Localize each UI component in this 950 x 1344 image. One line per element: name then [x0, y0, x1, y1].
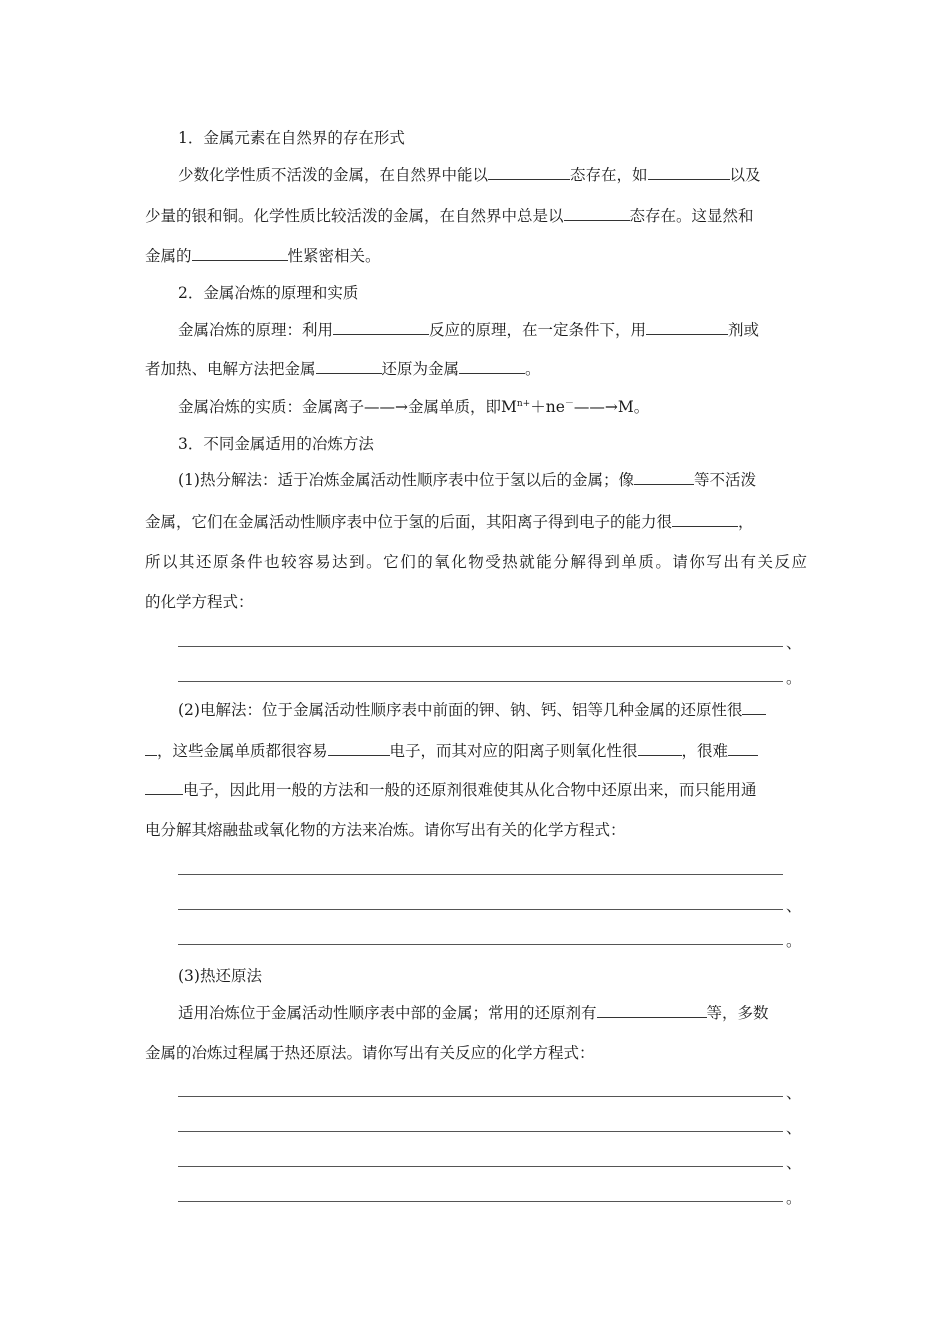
fill-blank[interactable]: [728, 741, 758, 756]
s3-p2-line-4: 电分解其熔融盐或氧化物的方法来冶炼。请你写出有关的化学方程式：: [145, 821, 626, 839]
fill-blank[interactable]: [145, 780, 183, 795]
s1-line-1: 少数化学性质不活泼的金属，在自然界中能以 态存在，如 以及: [178, 166, 761, 184]
s2-line-2: 者加热、电解方法把金属 还原为金属 。: [145, 360, 541, 378]
line-end-mark: 。: [786, 669, 802, 687]
fill-blank[interactable]: [145, 741, 157, 756]
s3-p3-heading: (3)热还原法: [178, 967, 262, 985]
fill-blank[interactable]: [634, 470, 694, 485]
fill-blank[interactable]: [742, 700, 766, 715]
s3-p3-line-2: 金属的冶炼过程属于热还原法。请你写出有关反应的化学方程式：: [145, 1044, 595, 1062]
fill-blank[interactable]: [459, 359, 525, 374]
answer-line[interactable]: [178, 874, 783, 875]
s3-p1-line-4: 的化学方程式：: [145, 593, 254, 611]
s3-p1-line-3: 所以其还原条件也较容易达到。它们的氧化物受热就能分解得到单质。请你写出有关反应: [145, 553, 807, 571]
s3-p2-line-3: 电子，因此用一般的方法和一般的还原剂很难使其从化合物中还原出来，而只能用通: [145, 780, 807, 800]
line-end-mark: 。: [786, 1189, 802, 1207]
fill-blank[interactable]: [648, 165, 730, 180]
fill-blank[interactable]: [638, 741, 682, 756]
section-1-heading: 1．金属元素在自然界的存在形式: [178, 129, 405, 147]
fill-blank[interactable]: [316, 359, 382, 374]
fill-blank[interactable]: [192, 246, 288, 261]
line-end-mark: 、: [786, 1119, 802, 1137]
answer-line[interactable]: [178, 1096, 783, 1097]
fill-blank[interactable]: [488, 165, 570, 180]
s3-p2-line-1: (2)电解法：位于金属活动性顺序表中前面的钾、钠、钙、铝等几种金属的还原性很: [178, 700, 766, 720]
line-end-mark: 。: [786, 932, 802, 950]
fill-blank[interactable]: [333, 320, 429, 335]
s3-p2-line-2: ，这些金属单质都很容易 电子，而其对应的阳离子则氧化性很 ，很难: [145, 741, 807, 761]
answer-line[interactable]: [178, 681, 783, 682]
s3-p3-line-1: 适用冶炼位于金属活动性顺序表中部的金属；常用的还原剂有 等，多数: [178, 1004, 769, 1022]
section-3-heading: 3．不同金属适用的冶炼方法: [178, 435, 374, 453]
line-end-mark: 、: [786, 897, 802, 915]
s2-essence: 金属冶炼的实质：金属离子——→金属单质，即$M^{n+}+ne^-——\to M$。: [178, 398, 650, 416]
fill-blank[interactable]: [672, 512, 738, 527]
s1-line-3: 金属的 性紧密相关。: [145, 247, 381, 265]
line-end-mark: 、: [786, 1084, 802, 1102]
answer-line[interactable]: [178, 1166, 783, 1167]
line-end-mark: 、: [786, 634, 802, 652]
answer-line[interactable]: [178, 909, 783, 910]
s3-p1-line-2: 金属，它们在金属活动性顺序表中位于氢的后面，其阳离子得到电子的能力很 ，: [145, 513, 754, 531]
answer-line[interactable]: [178, 1201, 783, 1202]
reaction-arrow: ——→: [573, 398, 618, 416]
line-end-mark: 、: [786, 1154, 802, 1172]
fill-blank[interactable]: [564, 206, 630, 221]
fill-blank[interactable]: [328, 741, 390, 756]
fill-blank[interactable]: [646, 320, 728, 335]
s2-line-1: 金属冶炼的原理：利用 反应的原理，在一定条件下，用 剂或: [178, 321, 760, 339]
s1-line-2: 少量的银和铜。化学性质比较活泼的金属，在自然界中总是以 态存在。这显然和: [145, 207, 754, 225]
reaction-arrow: ——→: [364, 398, 409, 416]
s3-p1-line-1: (1)热分解法：适于冶炼金属活动性顺序表中位于氢以后的金属；像 等不活泼: [178, 471, 756, 489]
answer-line[interactable]: [178, 1131, 783, 1132]
section-2-heading: 2．金属冶炼的原理和实质: [178, 284, 359, 302]
answer-line[interactable]: [178, 646, 783, 647]
fill-blank[interactable]: [597, 1003, 707, 1018]
answer-line[interactable]: [178, 944, 783, 945]
